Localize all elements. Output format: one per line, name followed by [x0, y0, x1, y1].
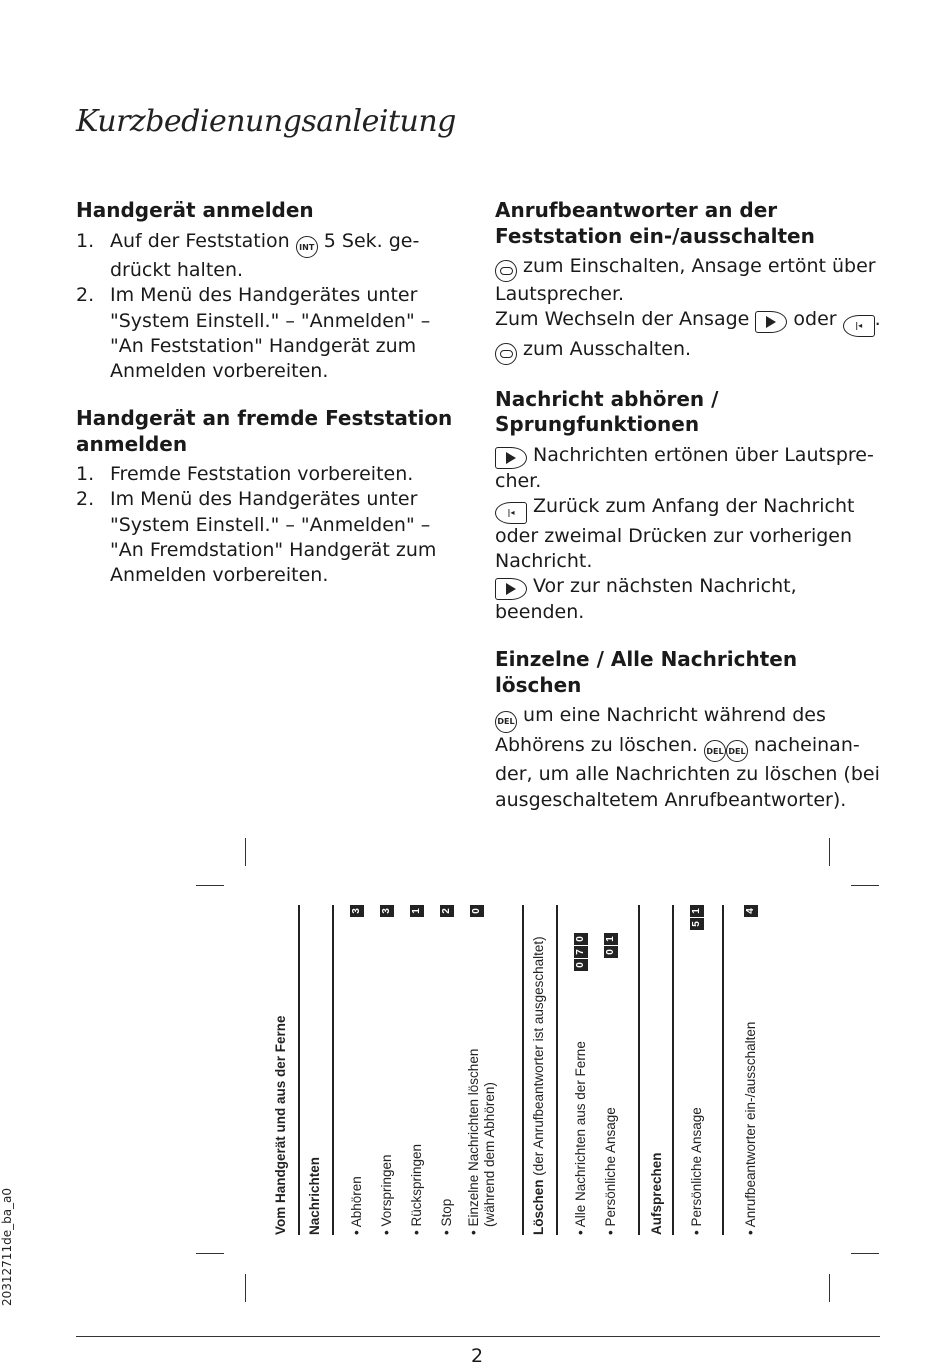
key-cap: 4 [744, 905, 758, 917]
key-cap: 2 [440, 905, 454, 917]
card-title-row [270, 905, 292, 1235]
step-text: Im Menü des Handgerätes unter "System Einstell." – "Anmelden" – "An Fremdstation" Handgerät zum Anmelden vorbereiten. [110, 488, 437, 586]
row-label: • Abhören [349, 1176, 364, 1235]
group-heading-row [646, 905, 668, 1235]
key-cap: 1 [690, 905, 704, 917]
section-delete-messages [495, 647, 885, 813]
row-label [466, 1049, 498, 1235]
key-cap: 0 [574, 959, 588, 971]
step-text: Im Menü des Handgerätes unter "System Einstell." – "Anmelden" – "An Feststation" Handgerät zum Anmelden vorbereiten. [110, 284, 431, 382]
paragraph-text: . [874, 308, 881, 331]
paragraph [495, 703, 885, 813]
tape-key-icon [495, 260, 517, 282]
key-sequence [350, 905, 364, 918]
crop-mark [196, 1253, 224, 1254]
paragraph [495, 254, 885, 307]
row-label-line: (während dem Abhören) [482, 1082, 497, 1227]
divider [298, 905, 300, 1235]
key-sequence [690, 905, 704, 931]
table-row [600, 905, 622, 1235]
row-label: • Rückspringen [409, 1143, 424, 1235]
paragraph-text: zum Ausschalten. [517, 337, 692, 360]
card-title: Vom Handgerät und aus der Ferne [273, 1015, 288, 1235]
key-cap: 5 [690, 918, 704, 930]
table-row [406, 905, 428, 1235]
divider [672, 905, 674, 1235]
section-listen-messages [495, 387, 885, 625]
section-heading: Einzelne / Alle Nachrichten löschen [495, 647, 798, 697]
group-heading: Nachrichten [307, 1156, 322, 1235]
divider [722, 905, 724, 1235]
divider [522, 905, 524, 1235]
int-key-icon: INT [296, 236, 318, 258]
key-sequence [470, 905, 484, 918]
table-row [686, 905, 708, 1235]
step-text: Fremde Feststation vorbereiten. [110, 463, 414, 486]
group-heading [528, 936, 550, 1235]
tape-key-icon [495, 343, 517, 365]
section-register-handset [76, 198, 456, 384]
paragraph-text: Nachrichten ertönen über Lautspre-cher. [495, 443, 874, 492]
skip-back-key-icon: |◂ [495, 502, 527, 524]
key-cap: 0 [470, 905, 484, 917]
page-title: Kurzbedienungsanleitung [76, 104, 456, 139]
step-number: 2. [76, 488, 95, 511]
page-number: 2 [470, 1345, 484, 1367]
step-number: 1. [76, 229, 95, 252]
group-heading-row [528, 905, 550, 1235]
key-cap: 1 [604, 933, 618, 945]
group-heading-label: Löschen [531, 1179, 546, 1235]
table-row [570, 905, 592, 1235]
section-heading: Handgerät anmelden [76, 198, 314, 222]
row-label: • Anrufbeantworter ein-/ausschalten [743, 1021, 758, 1235]
del-key-icon: DEL [704, 740, 726, 762]
section-register-foreign-station [76, 406, 456, 588]
group-heading-note: (der Anrufbeantworter ist ausgeschaltet) [531, 936, 546, 1180]
key-sequence [440, 905, 454, 918]
table-row [436, 905, 458, 1235]
crop-mark [829, 1274, 830, 1302]
key-sequence [380, 905, 394, 918]
key-cap: 3 [350, 905, 364, 917]
crop-mark [196, 885, 224, 886]
paragraph [495, 307, 885, 337]
divider [556, 905, 558, 1235]
row-label: • Persönliche Ansage [689, 1107, 704, 1235]
list-item [76, 229, 456, 284]
key-sequence [744, 905, 758, 918]
key-cap: 7 [574, 946, 588, 958]
key-cap: 3 [380, 905, 394, 917]
divider [638, 905, 640, 1235]
section-heading: Handgerät an fremde Feststation anmelden [76, 406, 453, 456]
steps-list [76, 462, 456, 588]
crop-mark [829, 838, 830, 866]
table-row [376, 905, 398, 1235]
row-label: • Stop [439, 1198, 454, 1235]
paragraph [495, 494, 885, 574]
remote-control-card [266, 905, 786, 1235]
row-label: • Persönliche Ansage [603, 1107, 618, 1235]
section-heading: Anrufbeantworter an der Feststation ein-/ausschalten [495, 198, 815, 248]
play-key-icon [495, 578, 527, 600]
footer-rule [76, 1336, 880, 1337]
crop-mark [245, 1274, 246, 1302]
crop-mark [245, 838, 246, 866]
section-answering-machine-toggle [495, 198, 885, 365]
step-text-pre: Auf der Feststation [110, 229, 296, 252]
table-row [466, 905, 506, 1235]
remote-control-table [266, 905, 786, 1235]
left-column [76, 198, 456, 610]
row-label: • Alle Nachrichten aus der Ferne [573, 1041, 588, 1235]
list-item [76, 487, 456, 588]
key-cap: 1 [410, 905, 424, 917]
paragraph-text: Zum Wechseln der Ansage [495, 308, 756, 331]
step-number: 1. [76, 463, 95, 486]
paragraph-text: zum Einschalten, Ansage ertönt über Lautsprecher. [495, 255, 876, 305]
key-sequence [574, 933, 588, 972]
play-key-icon [755, 311, 787, 333]
step-number: 2. [76, 284, 95, 307]
del-key-icon: DEL [726, 740, 748, 762]
divider [332, 905, 334, 1235]
crop-mark [851, 1253, 879, 1254]
step-text-post: 5 Sek. ge-drückt halten. [110, 229, 420, 282]
list-item [76, 462, 456, 487]
paragraph-text: Zurück zum Anfang der Nachricht oder zweimal Drücken zur vorherigen Nachricht. [495, 495, 855, 572]
skip-back-key-icon: |◂ [843, 315, 875, 337]
del-key-icon: DEL [495, 711, 517, 733]
row-label: • Vorspringen [379, 1154, 394, 1235]
document-code: 20312711de_ba_a0 [0, 1187, 14, 1306]
crop-mark [851, 885, 879, 886]
group-heading: Aufsprechen [649, 1152, 664, 1235]
list-item [76, 283, 456, 384]
key-sequence [604, 933, 618, 959]
table-row [740, 905, 762, 1235]
section-heading: Nachricht abhören / Sprungfunktionen [495, 386, 719, 437]
key-cap: 0 [604, 946, 618, 958]
play-key-icon [495, 447, 527, 469]
paragraph [495, 337, 885, 365]
key-cap: 0 [574, 933, 588, 945]
table-row [346, 905, 368, 1235]
paragraph-text: oder [787, 308, 843, 331]
paragraph-text: nacheinan-der, um alle Nachrichten zu löschen (bei ausgeschaltetem Anrufbeantworter). [495, 733, 880, 811]
paragraph-text: um eine Nachricht während des Abhörens zu löschen. [495, 704, 826, 756]
group-heading-row [304, 905, 326, 1235]
key-sequence [410, 905, 424, 918]
right-column [495, 198, 885, 835]
paragraph [495, 574, 885, 625]
row-label-line: • Einzelne Nachrichten löschen [466, 1048, 481, 1235]
paragraph-text: Vor zur nächsten Nachricht, beenden. [495, 575, 797, 623]
steps-list [76, 229, 456, 385]
paragraph [495, 443, 885, 494]
